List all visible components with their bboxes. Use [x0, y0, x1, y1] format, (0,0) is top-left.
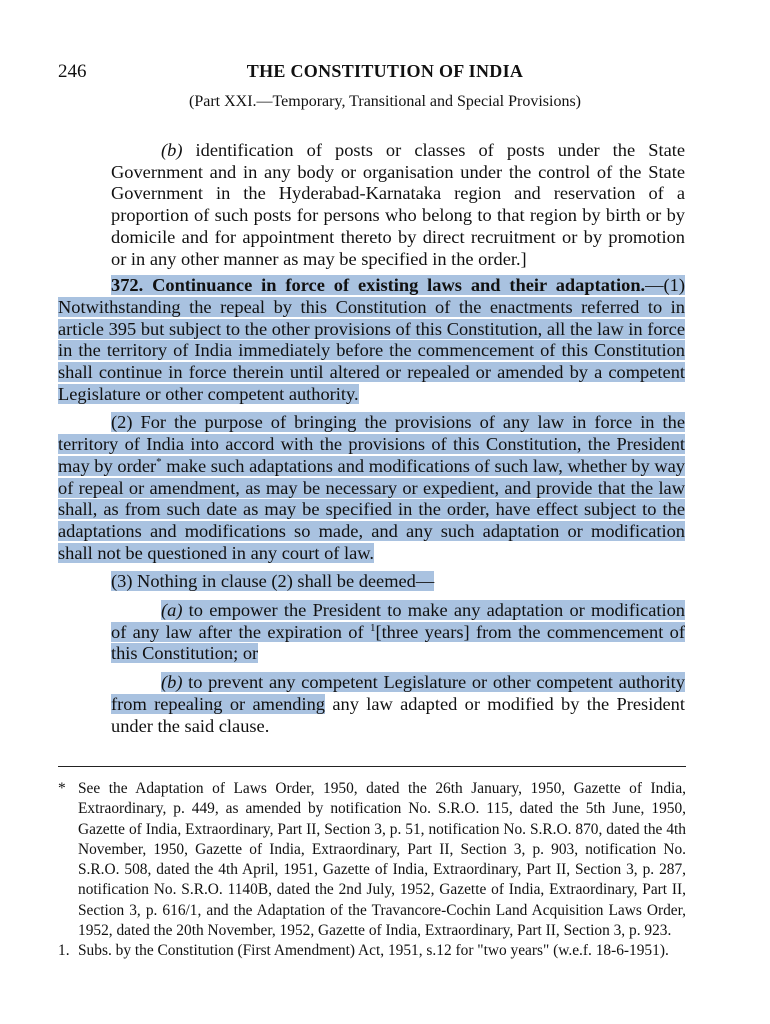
sub-a-label: (a) — [161, 600, 183, 621]
clause-b-paragraph — [111, 140, 685, 270]
clause-3-paragraph[interactable] — [111, 571, 685, 593]
footnote-1 — [58, 941, 686, 961]
highlight-clause-3[interactable]: (3) Nothing in clause (2) shall be deemed— — [111, 571, 435, 592]
footnote-1-text: Subs. by the Constitution (First Amendment) Act, 1951, s.12 for "two years" (w.e.f. 18-6-1951). — [78, 942, 669, 960]
footnote-divider — [58, 766, 686, 767]
clause-b-text: identification of posts or classes of posts under the State Government and in any body or organisation under the control of the State Government in the Hyderabad-Karnataka region and reservation of a proportion of such posts for persons who belong to that region by birth or by domicile and for appointment thereto by direct recruitment or by promotion or in any other manner as may be specified in the order.] — [111, 140, 685, 269]
sub-b-label: (b) — [161, 672, 183, 693]
sub-a-text-2: [three years] from the commencement of this Constitution; or — [111, 621, 685, 664]
article-heading: 372. Continuance in force of existing laws and their adaptation. — [111, 275, 646, 296]
running-title: THE CONSTITUTION OF INDIA — [246, 61, 524, 81]
sub-clause-b-paragraph[interactable] — [111, 672, 685, 737]
clause-2-text-b: make such adaptations and modifications of such law, whether by way of repeal or amendment, as may be necessary or expedient, and provide that the law shall, as from such date as may be specified in the order, have effect subject to the adaptations and modifications so made, and any such adaptation or modification shall not be questioned in any court of law. — [58, 455, 685, 563]
clause-2-text-a: (2) For the purpose of bringing the provisions of any law in force in the territory of India into accord with the provisions of this Constitution, the President may by order — [58, 412, 685, 476]
clause-b-label: (b) — [161, 140, 183, 160]
sub-b-text-highlighted: to prevent any competent Legislature or other competent authority from repealing or amending — [111, 672, 685, 714]
sub-b-text-rest: any law adapted or modified by the President under the said clause. — [111, 693, 685, 736]
article-dash: —(1) — [645, 275, 685, 296]
document-body — [58, 140, 685, 737]
highlight-clause-2[interactable] — [58, 412, 685, 562]
running-subtitle: (Part XXI.—Temporary, Transitional and Special Provisions) — [188, 93, 581, 110]
highlight-article-372[interactable] — [58, 275, 685, 404]
sub-clause-a-paragraph[interactable] — [111, 600, 685, 665]
footnote-star-mark: * — [58, 780, 66, 797]
footnote-ref-star[interactable]: * — [156, 455, 162, 468]
sub-a-text-1: to empower the President to make any adaptation or modification of any law after the expiration of — [111, 600, 685, 642]
footnote-star-text: See the Adaptation of Laws Order, 1950, dated the 26th January, 1950, Gazette of India, Extraordinary, p. 449, as amended by notification No. S.R.O. 115, dated the 5th June, 1950, Gazette of India, Extraordinary, Part II, Section 3, p. 51, notification No. S.R.O. 870, dated the 4th November, 1950, Gazette of India, Extraordinary, Part II, Section 3, p. 903, notification No. S.R.O. 508, dated the 4th April, 1951, Gazette of India, Extraordinary, Part II, Section 3, p. 287, notification No. S.R.O. 1140B, dated the 2nd July, 1952, Gazette of India, Extraordinary, Part II, Section 3, p. 616/1, and the Adaptation of the Travancore-Cochin Land Acquisition Laws Order, 1952, dated the 20th November, 1952, Gazette of India, Extraordinary, Part II, Section 3, p. 923. — [78, 780, 686, 940]
highlight-sub-clause-a[interactable] — [111, 600, 685, 663]
footnote-1-mark: 1. — [58, 942, 70, 960]
footnote-ref-1[interactable]: 1 — [369, 621, 376, 634]
article-text: Notwithstanding the repeal by this Constitution of the enactments referred to in article 395 but subject to the other provisions of this Constitution, all the law in force in the territory of India immediately before the commencement of this Constitution shall continue in force therein until altered or repealed or amended by a competent Legislature or other competent authority. — [58, 296, 685, 404]
article-372-paragraph[interactable] — [58, 275, 685, 405]
footnotes — [58, 779, 686, 962]
clause-2-paragraph[interactable] — [58, 412, 685, 564]
page-number: 246 — [58, 61, 87, 82]
footnote-star — [58, 779, 686, 941]
